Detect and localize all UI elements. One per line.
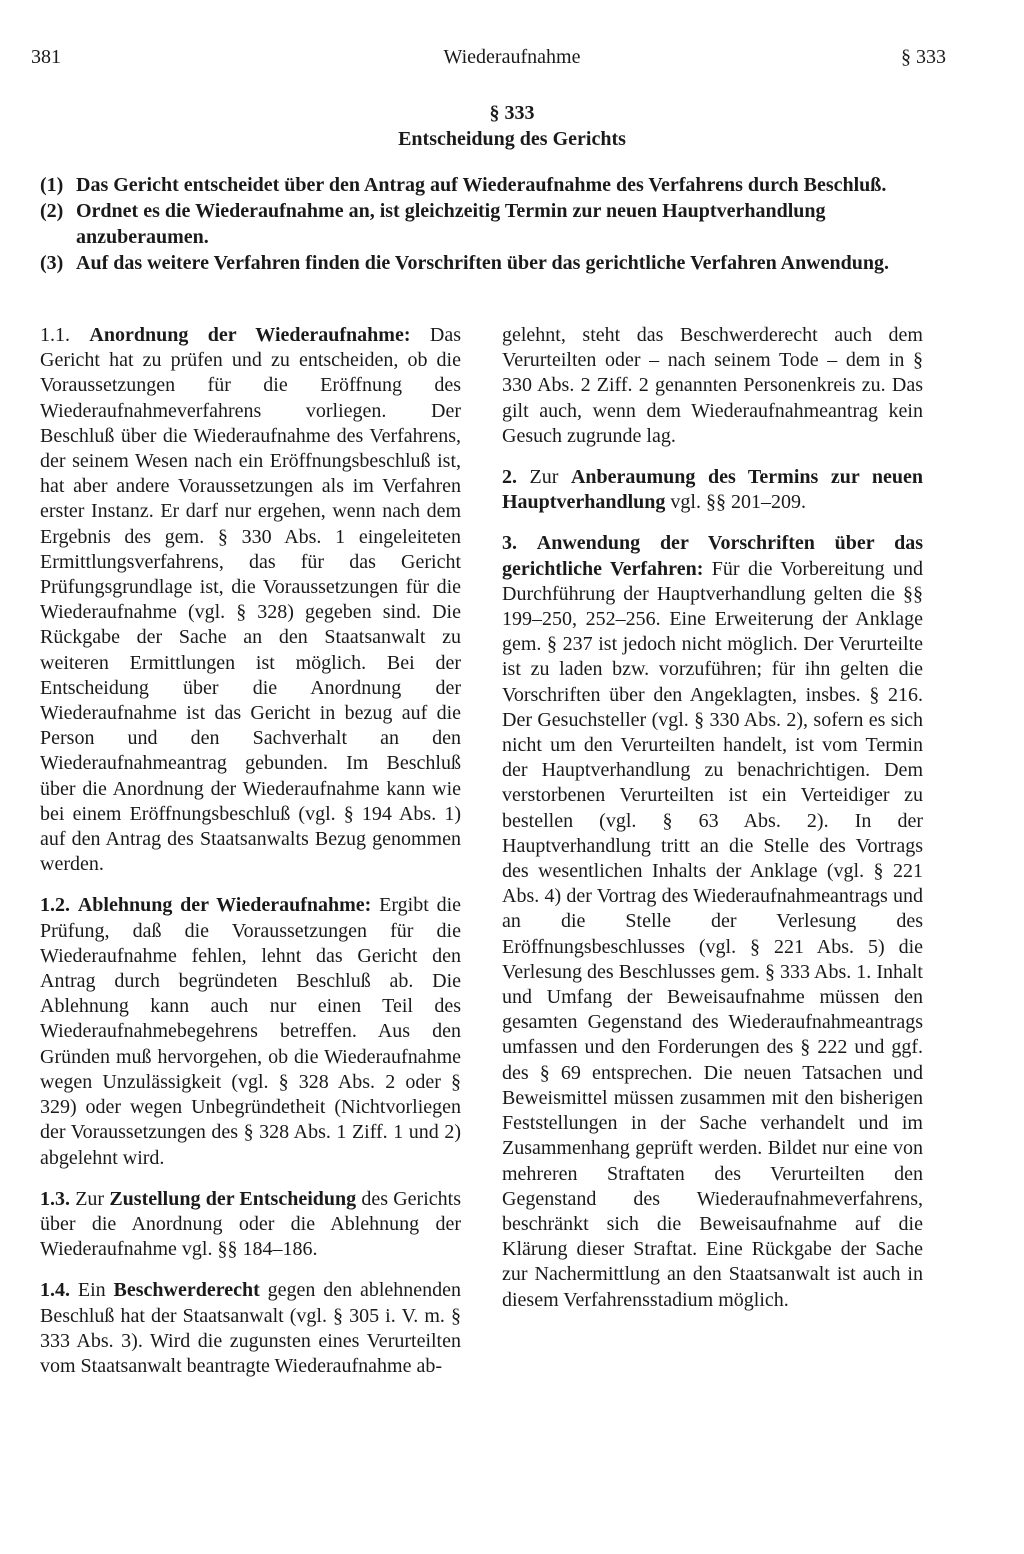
commentary-1-4-continuation: gelehnt, steht das Beschwerderecht auch dem Verurteilten oder – nach seinem Tode – dem in § 330 Abs. 2 Ziff. 2 genannten Personenkreis zu. Das gilt auch, wenn dem Wiederaufnahmeantrag kein Gesuch zugrunde lag. bbox=[502, 324, 923, 447]
commentary-text: Für die Vorbereitung und Durchführung der Hauptverhandlung gelten die §§ 199–250, 252–256. Eine Erweiterung der Anklage gem. § 237 ist jedoch nicht möglich. Der Verurteilte ist zu laden bzw. vorzuführen; für ihn gelten die Vorschriften über den Angeklagten, insbes. § 216. Der Gesuchsteller (vgl. § 330 Abs. 2), sofern es sich nicht um den Verurteilten handelt, ist vom Termin der Hauptverhandlung zu benachrichtigen. Dem verstorbenen Verurteilten ist ein Verteidiger zu bestellen (vgl. § 63 Abs. 2). In der Hauptverhandlung tritt an die Stelle des Vortrags des wesentlichen Inhalts der Anklage (vgl. § 221 Abs. 4) der Vortrag des Wiederaufnahmeantrags und an die Stelle der Verlesung des Eröffnungsbeschlusses (vgl. § 221 Abs. 5) die Verlesung des Beschlusses gem. § 333 Abs. 1. Inhalt und Umfang der Beweisaufnahme müssen den gesamten Gegenstand des Wiederaufnahmeantrags umfassen und den Forderungen des § 222 und ggf. des § 69 entsprechen. Die neuen Tatsachen und Beweismittel müssen zusammen mit den bisherigen Feststellungen in der Sache verhandelt und im Zusammenhang geprüft werden. Bildet nur eine von mehreren Straftaten des Verurteilten den Gegenstand des Wiederaufnahmeverfahrens, beschränkt sich die Beweisaufnahme auf die Klärung dieser Straftat. Eine Rückgabe der Sache zur Nachermittlung an den Staatsanwalt ist auch in diesem Verfahrensstadium möglich. bbox=[502, 557, 923, 1311]
commentary-1-4 bbox=[40, 1278, 461, 1379]
law-paragraph-text: Auf das weitere Verfahren finden die Vorschriften über das gerichtliche Verfahren Anwendung. bbox=[76, 252, 889, 274]
law-section-number: § 333 bbox=[489, 102, 535, 124]
running-header bbox=[0, 46, 1024, 76]
commentary-text: gegen den ablehnenden Beschluß hat der Staatsanwalt (vgl. § 305 i. V. m. § 333 Abs. 3). Wird die zugunsten eines Verurteilten vom Staatsanwalt beantragte Wiederaufnahme ab- bbox=[40, 1279, 462, 1377]
law-paragraph-number: (2) bbox=[40, 200, 64, 222]
commentary-number: 1.2. bbox=[40, 894, 70, 917]
law-section-title: Entscheidung des Gerichts bbox=[398, 128, 626, 150]
commentary-heading: Ablehnung der Wiederaufnahme: bbox=[77, 894, 372, 917]
commentary-heading: Anberaumung des Termins zur neuen Hauptverhandlung bbox=[502, 466, 923, 514]
page-number: 381 bbox=[31, 46, 61, 68]
law-paragraph bbox=[40, 250, 920, 276]
running-section: § 333 bbox=[901, 46, 946, 68]
commentary-text: vgl. §§ 201–209. bbox=[670, 491, 806, 514]
commentary-number: 2. bbox=[502, 466, 517, 489]
law-paragraph-number: (3) bbox=[40, 252, 64, 274]
commentary-number: 1.1. bbox=[40, 324, 70, 346]
commentary-3 bbox=[502, 531, 923, 1312]
commentary-text: des Gerichts über die Anordnung oder die Ablehnung der Wiederaufnahme vgl. §§ 184–186. bbox=[40, 1187, 461, 1261]
law-paragraph-text: Ordnet es die Wiederaufnahme an, ist gleichzeitig Termin zur neuen Hauptverhandlung anzuberaumen. bbox=[76, 200, 826, 248]
commentary-heading: Beschwerderecht bbox=[113, 1279, 260, 1302]
commentary-heading: Anordnung der Wiederaufnahme: bbox=[89, 324, 411, 346]
commentary-text: Ergibt die Prüfung, daß die Voraussetzungen für die Wiederaufnahme fehlen, lehnt das Gericht den Antrag durch begründeten Beschluß ab. Die Ablehnung kann auch nur einen Teil des Wiederaufnahmebegehrens betreffen. Aus den Gründen muß hervorgehen, ob die Wiederaufnahme wegen Unzulässigkeit (vgl. § 328 Abs. 2 oder § 329) oder wegen Unbegründetheit (Nichtvorliegen der Voraussetzungen des § 328 Abs. 1 Ziff. 1 und 2) abgelehnt wird. bbox=[40, 894, 462, 1169]
running-title: Wiederaufnahme bbox=[443, 46, 581, 68]
commentary-heading: Anwendung der Vorschriften über das gerichtliche Verfahren: bbox=[502, 532, 923, 580]
law-paragraph bbox=[40, 198, 920, 250]
commentary-text: Das Gericht hat zu prüfen und zu entscheiden, ob die Voraussetzungen für die Eröffnung des Wiederaufnahmeverfahrens vorliegen. Der Beschluß über die Wiederaufnahme des Verfahrens, der seinem Wesen nach ein Eröffnungsbeschluß ist, hat aber andere Voraussetzungen als im Verfahren erster Instanz. Er darf nur ergehen, wenn nach dem Ergebnis des gem. § 330 Abs. 1 eingeleiteten Ermittlungsverfahrens, das für das Gericht Prüfungsgrundlage ist, die Voraussetzungen für die Wiederaufnahme (vgl. § 328) gegeben sind. Die Rückgabe der Sache an den Staatsanwalt zu weiteren Ermittlungen ist möglich. Bei der Entscheidung über die Anordnung der Wiederaufnahme ist das Gericht in bezug auf die Person und den Sachverhalt an den Wiederaufnahmeantrag gebunden. Im Beschluß über die Anordnung der Wiederaufnahme kann wie bei einem Eröffnungsbeschluß (vgl. § 194 Abs. 1) auf den Antrag des Staatsanwalts Bezug genommen werden. bbox=[40, 324, 461, 876]
law-heading bbox=[0, 100, 1024, 152]
law-paragraph bbox=[40, 172, 920, 198]
commentary-1-3 bbox=[40, 1187, 461, 1263]
commentary-number: 3. bbox=[502, 532, 517, 555]
commentary-pre: Zur bbox=[529, 466, 559, 489]
commentary-number: 1.4. bbox=[40, 1279, 70, 1302]
law-paragraph-text: Das Gericht entscheidet über den Antrag auf Wiederaufnahme des Verfahrens durch Beschluß. bbox=[76, 174, 887, 196]
commentary-2 bbox=[502, 465, 923, 515]
law-text bbox=[40, 172, 920, 276]
law-paragraph-number: (1) bbox=[40, 174, 64, 196]
commentary-pre: Ein bbox=[77, 1279, 106, 1302]
left-column bbox=[40, 323, 461, 1395]
commentary-pre: Zur bbox=[75, 1187, 105, 1210]
commentary-number: 1.3. bbox=[40, 1187, 70, 1210]
commentary-1-2 bbox=[40, 893, 461, 1170]
right-column bbox=[502, 323, 923, 1329]
commentary-heading: Zustellung der Entscheidung bbox=[109, 1187, 357, 1210]
commentary-1-1 bbox=[40, 323, 461, 877]
